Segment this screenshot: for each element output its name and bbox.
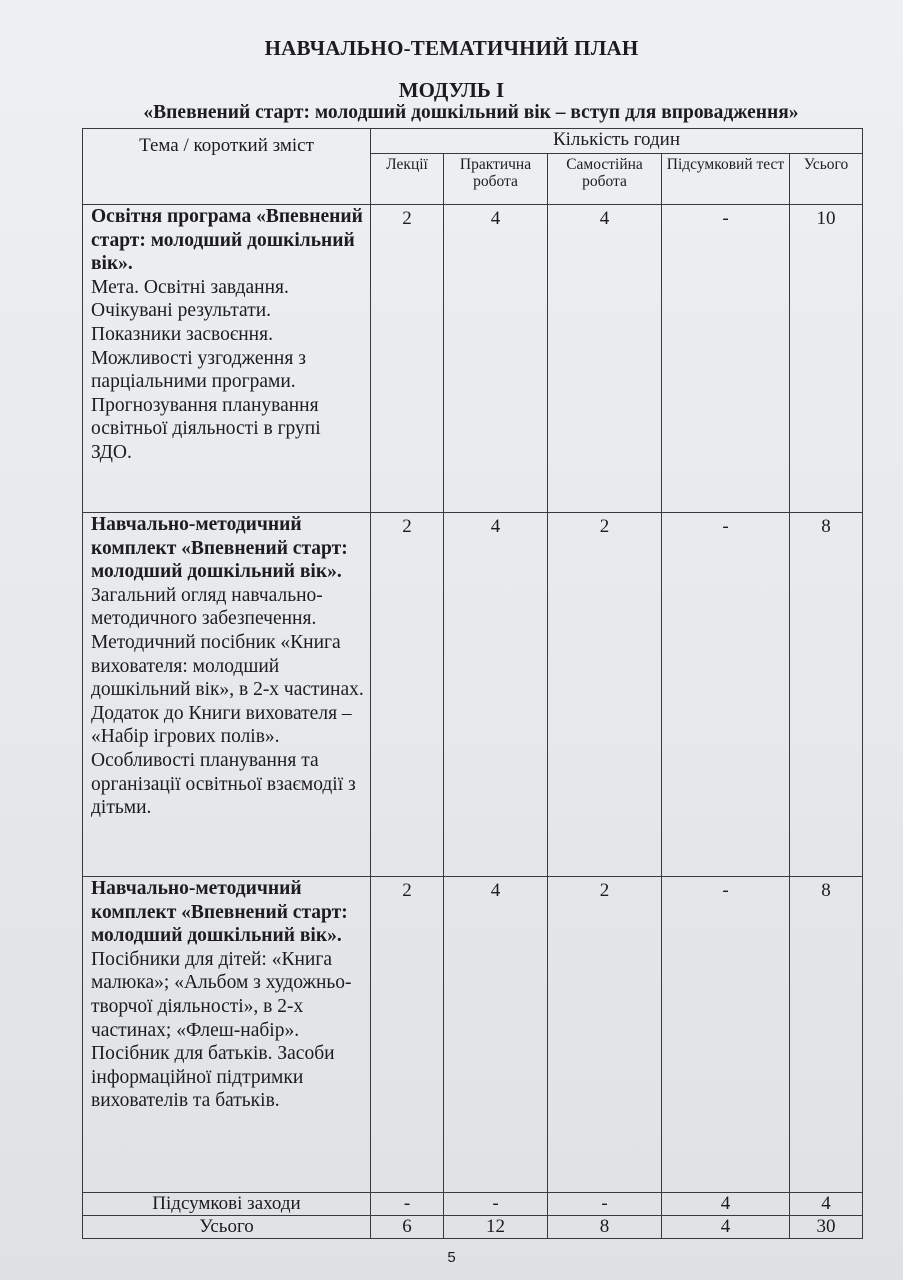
- lectures-cell: 2: [371, 513, 444, 877]
- study-plan-table: [82, 128, 863, 1239]
- total-cell: 10: [790, 205, 863, 513]
- topic-description: Загальний огляд навчально-методичного забезпечення. Методичний посібник «Книга вихователя: молодший дошкільний вік», в 2-х частинах. Додаток до Книги вихователя – «Набір ігрових полів». Особливості планування та організації освітньої взаємодії з дітьми.: [91, 584, 364, 819]
- summary-row: [83, 1193, 863, 1216]
- summary-final-test: 4: [662, 1193, 790, 1216]
- total-hours: 30: [790, 1216, 863, 1239]
- practice-cell: 4: [444, 205, 548, 513]
- topic-description: Мета. Освітні завдання. Очікувані результати. Показники засвоєння. Можливості узгодження з парціальними програми. Прогнозування планування освітньої діяльності в групі ЗДО.: [91, 276, 321, 463]
- self-study-cell: 2: [548, 877, 662, 1193]
- header-row: [83, 129, 863, 154]
- column-header-final-test: Підсумковий тест: [662, 154, 790, 205]
- module-title: МОДУЛЬ І: [398, 78, 505, 102]
- final-test-cell: -: [662, 877, 790, 1193]
- summary-practice: -: [444, 1193, 548, 1216]
- hours-column-header: Кількість годин: [371, 129, 863, 154]
- table-row: [83, 513, 863, 877]
- column-header-lectures: Лекції: [371, 154, 444, 205]
- total-self-study: 8: [548, 1216, 662, 1239]
- table-row: [83, 877, 863, 1193]
- summary-label: Підсумкові заходи: [83, 1193, 371, 1216]
- column-header-self-study: Самостійна робота: [548, 154, 662, 205]
- self-study-cell: 4: [548, 205, 662, 513]
- lectures-cell: 2: [371, 205, 444, 513]
- topic-cell: [83, 877, 371, 1193]
- total-label: Усього: [83, 1216, 371, 1239]
- column-header-total: Усього: [790, 154, 863, 205]
- summary-lectures: -: [371, 1193, 444, 1216]
- final-test-cell: -: [662, 513, 790, 877]
- topic-title: Навчально-методичний комплект «Впевнений старт: молодший дошкільний вік».: [91, 878, 348, 947]
- topic-description: Посібники для дітей: «Книга малюка»; «Альбом з художньо-творчої діяльності», в 2-х частинах; «Флеш-набір». Посібник для батьків. Засоби інформаційної підтримки вихователів та батьків.: [91, 948, 352, 1112]
- topic-cell: [83, 513, 371, 877]
- topic-column-header: Тема / короткий зміст: [83, 129, 371, 205]
- module-subtitle: «Впевнений старт: молодший дошкільний вік – вступ для впровадження»: [143, 102, 799, 123]
- total-cell: 8: [790, 513, 863, 877]
- lectures-cell: 2: [371, 877, 444, 1193]
- summary-self-study: -: [548, 1193, 662, 1216]
- final-test-cell: -: [662, 205, 790, 513]
- plan-title: НАВЧАЛЬНО-ТЕМАТИЧНИЙ ПЛАН: [264, 36, 639, 60]
- topic-title: Навчально-методичний комплект «Впевнений старт: молодший дошкільний вік».: [91, 514, 348, 583]
- table-row: [83, 205, 863, 513]
- total-practice: 12: [444, 1216, 548, 1239]
- column-header-practice: Практична робота: [444, 154, 548, 205]
- practice-cell: 4: [444, 877, 548, 1193]
- total-cell: 8: [790, 877, 863, 1193]
- self-study-cell: 2: [548, 513, 662, 877]
- total-lectures: 6: [371, 1216, 444, 1239]
- page-number: 5: [447, 1249, 456, 1266]
- topic-cell: [83, 205, 371, 513]
- total-final-test: 4: [662, 1216, 790, 1239]
- summary-total: 4: [790, 1193, 863, 1216]
- total-row: [83, 1216, 863, 1239]
- topic-title: Освітня програма «Впевнений старт: молодший дошкільний вік».: [91, 206, 363, 275]
- practice-cell: 4: [444, 513, 548, 877]
